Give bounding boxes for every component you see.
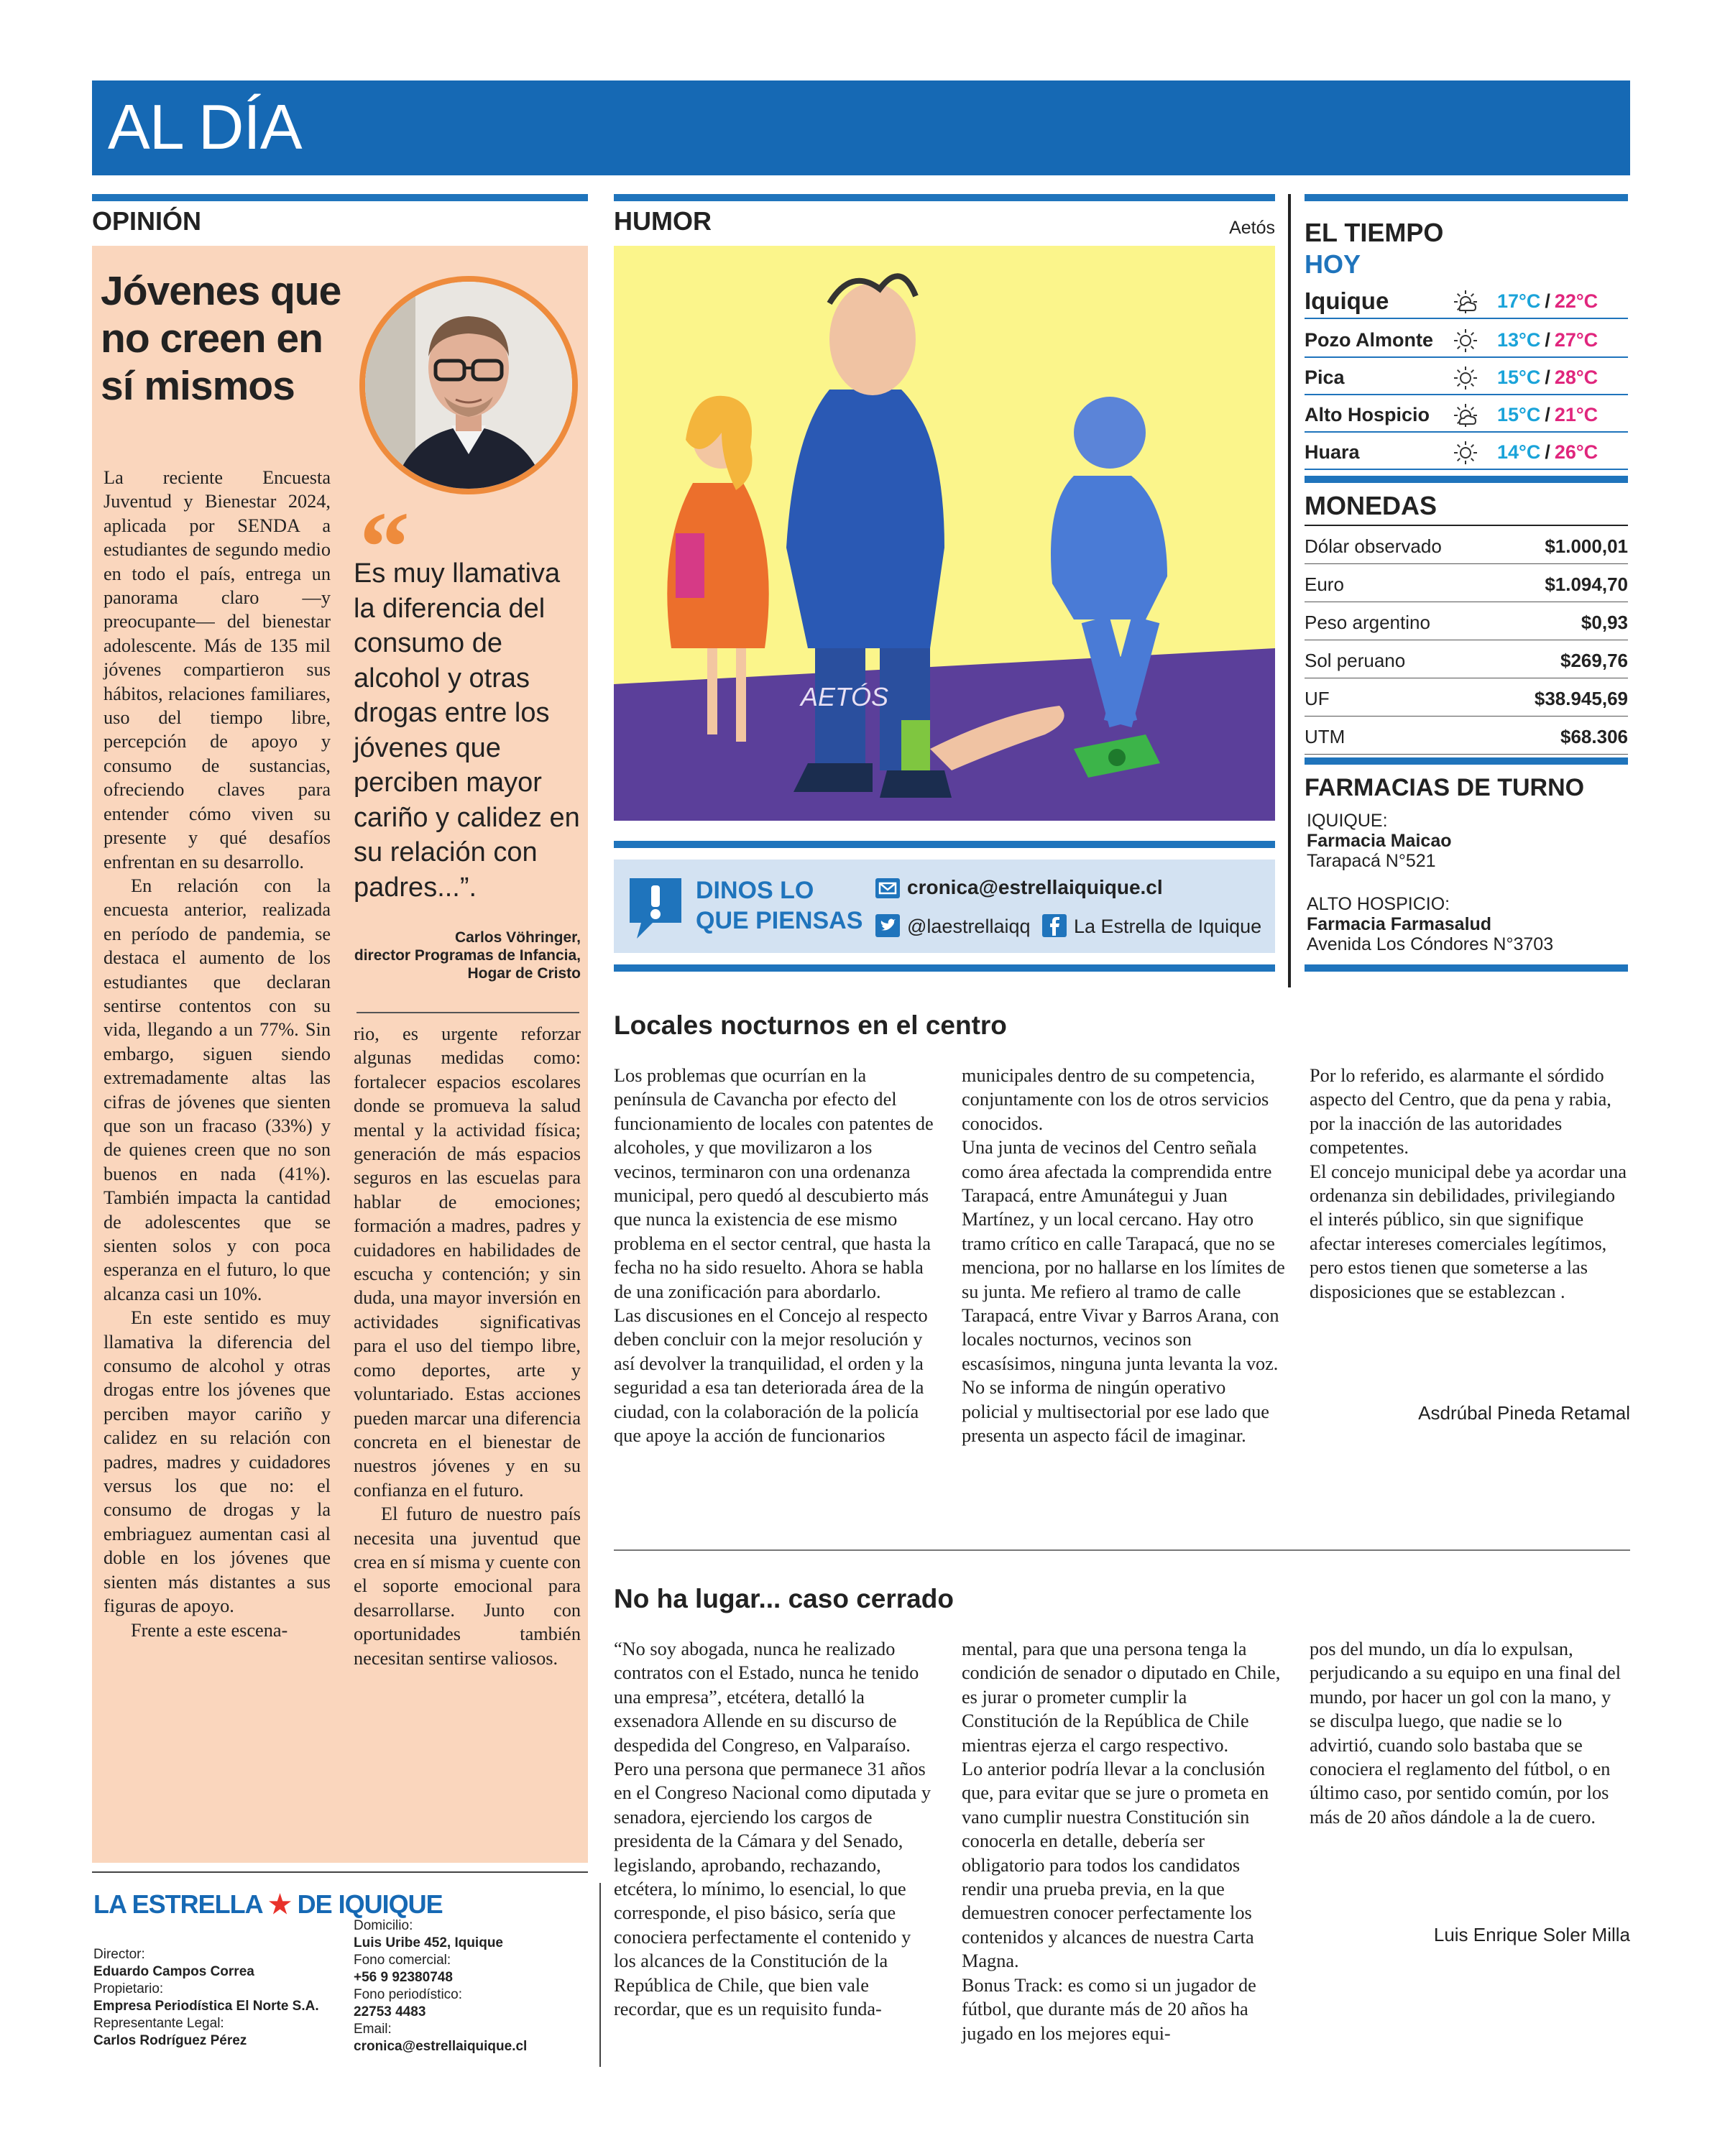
author-portrait xyxy=(359,276,578,494)
contact-rule-top xyxy=(614,841,1275,848)
pharmacy-name: Farmacia Maicao xyxy=(1307,831,1452,851)
sun-icon xyxy=(1451,438,1480,467)
contact-facebook[interactable]: La Estrella de Iquique xyxy=(1074,916,1262,937)
weather-temps xyxy=(1497,289,1598,313)
quote-divider xyxy=(356,1012,579,1013)
article-col-2: mental, para que una persona tenga la condición de senador o diputado en Chile, es jurar o prometer cumplir la Constitución de la República de Chile mientras ejerza el cargo respectivo. Lo anterior podría llevar a la conclusión que, para evitar que se jure o prometa en vano cumplir nuestra Constitución sin conocerla en detalle, debería ser obligatorio para todos los candidatos rendir una prueba previa, en la que demuestren conocer perfectamente los contenidos y alcances de nuestra Carta Magna. Bonus Track: es como si un jugador de fútbol, que durante más de 20 años ha jugado en los mejores equi- xyxy=(962,1639,1281,2044)
weather-subtitle: HOY xyxy=(1305,249,1361,279)
publication-logo xyxy=(93,1889,443,1920)
column-divider xyxy=(1288,194,1291,987)
quote-author xyxy=(308,929,581,982)
email-icon xyxy=(875,878,900,898)
temp-separator: / xyxy=(1545,329,1550,351)
temp-min: 15°C xyxy=(1497,404,1541,425)
currency-row xyxy=(1305,564,1628,602)
quote-author-name: Carlos Vöhringer, xyxy=(454,929,581,946)
opinion-label: OPINIÓN xyxy=(92,206,202,236)
opinion-col-1 xyxy=(104,466,331,1642)
opinion-box xyxy=(92,246,588,1863)
pull-quote: Es muy llamativa la diferencia del consumo de alcohol y otras drogas entre los jóvenes que perciben mayor cariño y calidez en su relación con padres...”. xyxy=(354,558,580,903)
section-banner xyxy=(92,80,1630,175)
opinion-paragraph: En relación con la encuesta anterior, realizada en período de pandemia, se destaca el aumento de los estudiantes que declaran sentirse contentos con su vida, llegando a un 77%. Sin embargo, siguen siendo extremadamente altas las cifras de jóvenes que sienten que son un fracaso (33%) y de quienes creen que no son buenos en nada (41%). También impacta la cantidad de adolescentes que se sienten solos y con poca esperanza en el futuro, lo que alcanza casi un 10%. xyxy=(104,875,331,1304)
masthead-staff xyxy=(93,1946,331,2050)
weather-rule xyxy=(1305,194,1628,201)
currency-value: $1.094,70 xyxy=(1545,573,1628,595)
twitter-icon xyxy=(875,914,900,937)
cartoon-credit: Aetós xyxy=(1229,218,1275,238)
article-col-3: pos del mundo, un día lo expulsan, perjudicando a su equipo en una final del mundo, por hacer un gol con la mano, y se disculpa luego, que nadie se lo advirtió, cuando solo bastaba que se conociera el reglamento del fútbol, o en último caso, por sentido común, por los más de 20 años dándole a la de cuero. xyxy=(1310,1639,1622,1828)
currency-value: $0,93 xyxy=(1581,612,1628,633)
currency-value: $68.306 xyxy=(1560,726,1628,747)
weather-city: Pozo Almonte xyxy=(1305,329,1433,351)
article-divider xyxy=(614,1549,1630,1551)
partly-cloudy-icon xyxy=(1451,401,1480,430)
weather-city: Alto Hospicio xyxy=(1305,404,1430,425)
currency-name: Euro xyxy=(1305,573,1344,595)
weather-city: Iquique xyxy=(1305,287,1389,314)
article-col-1: Los problemas que ocurrían en la península de Cavancha por efecto del funcionamiento de locales con patentes de alcoholes, y que movilizaron a los vecinos, terminaron con una ordenanza municipal, pero quedó al descubierto más que nunca la existencia de ese mismo problema en el sector central, que hasta la fecha no ha sido resuelto. Ahora se habla de una zonificación para abordarlo. Las discusiones en el Concejo al respecto deben concluir con la mejor resolución y así devolver la tranquilidad, el orden y la seguridad a esa tan deteriorada área de la ciudad, con la colaboración de la policía que apoye la acción de funcionarios xyxy=(614,1065,934,1447)
legal-label: Representante Legal: xyxy=(93,2016,224,2031)
facebook-icon xyxy=(1042,914,1067,937)
weather-temps xyxy=(1497,440,1598,464)
currency-value: $269,76 xyxy=(1560,650,1628,671)
humor-label: HUMOR xyxy=(614,206,712,236)
footer-divider xyxy=(599,1883,601,2067)
address: Luis Uribe 452, Iquique xyxy=(354,1935,503,1950)
opinion-headline: Jóvenes que no creen en sí mismos xyxy=(101,268,341,409)
temp-separator: / xyxy=(1545,441,1550,463)
star-icon: ★ xyxy=(268,1889,291,1919)
temp-separator: / xyxy=(1545,290,1550,312)
sun-icon xyxy=(1451,326,1480,355)
temp-separator: / xyxy=(1545,367,1550,388)
pharmacy-name: Farmacia Farmasalud xyxy=(1307,914,1492,934)
temp-max: 26°C xyxy=(1554,441,1598,463)
masthead-email[interactable]: cronica@estrellaiquique.cl xyxy=(354,2039,528,2054)
humor-rule xyxy=(614,194,1275,201)
exclamation-bubble-icon xyxy=(624,872,687,941)
masthead-rule xyxy=(92,1871,588,1873)
pharmacy-address: Avenida Los Cóndores N°3703 xyxy=(1307,934,1554,954)
currency-row xyxy=(1305,640,1628,678)
director: Eduardo Campos Correa xyxy=(93,1964,254,1979)
article-col-3: Por lo referido, es alarmante el sórdido aspecto del Centro, que da pena y rabia, por la inacción de las autoridades competentes. El concejo municipal debe ya acordar una ordenanza sin debilidades, privilegiando el interés público, sin que signifique afectar intereses comerciales legítimos, pero estos tienen que someterse a las disposiciones que se establezcan . xyxy=(1310,1065,1627,1302)
pharmacy-rule xyxy=(1305,757,1628,765)
press-label: Fono periodístico: xyxy=(354,1987,463,2002)
weather-row xyxy=(1305,397,1628,433)
opinion-paragraph: rio, es urgente reforzar algunas medidas como: fortalecer espacios escolares donde se promueva la salud mental y la actividad física; generación de más espacios seguros en las escuelas para hablar de emociones; formación a madres, padres y cuidadores en habilidades de escucha y contención; y sin duda, una mayor inversión en actividades significativas para el uso del tiempo libre, como deportes, arte y voluntariado. Estas acciones pueden marcar una diferencia concreta en el bienestar de nuestros jóvenes y en su confianza en el futuro. xyxy=(354,1023,581,1501)
currency-row xyxy=(1305,717,1628,755)
weather-row xyxy=(1305,283,1628,319)
temp-max: 22°C xyxy=(1554,290,1598,312)
contact-rule-bottom xyxy=(614,964,1275,972)
article-title: Locales nocturnos en el centro xyxy=(614,1010,1007,1040)
temp-max: 21°C xyxy=(1554,404,1598,425)
temp-max: 28°C xyxy=(1554,367,1598,388)
currency-row xyxy=(1305,526,1628,564)
pharmacy-title: FARMACIAS DE TURNO xyxy=(1305,774,1585,801)
temp-separator: / xyxy=(1545,404,1550,425)
currency-name: Sol peruano xyxy=(1305,650,1406,671)
pharmacy-city: ALTO HOSPICIO: xyxy=(1307,894,1450,914)
contact-email[interactable]: cronica@estrellaiquique.cl xyxy=(907,876,1163,898)
pharmacy-address: Tarapacá N°521 xyxy=(1307,851,1436,871)
currency-rule xyxy=(1305,476,1628,483)
currency-name: UF xyxy=(1305,688,1330,709)
currency-row xyxy=(1305,602,1628,640)
masthead-contact xyxy=(354,1917,584,2055)
weather-city: Huara xyxy=(1305,441,1360,463)
sun-icon xyxy=(1451,364,1480,392)
weather-row xyxy=(1305,359,1628,395)
article-col-2: municipales dentro de su competencia, conjuntamente con los de otros servicios conocidos. Una junta de vecinos del Centro señala como área afectada la comprendida entre Tarapacá, entre Amunátegui y Juan Martínez, y un local cercano. Hay otro tramo crítico en calle Tarapacá, que no se menciona, por no hallarse en los límites de su junta. Me refiero al tramo de calle Tarapacá, entre Vivar y Barros Arana, con locales nocturnos, vecinos son escasísimos, ninguna junta levanta la voz. No se informa de ningún operativo policial y multisectorial por ese lado que presenta un aspecto fácil de imaginar. xyxy=(962,1065,1285,1447)
commercial-phone: +56 9 92380748 xyxy=(354,1970,453,1985)
article-author: Luis Enrique Soler Milla xyxy=(1433,1924,1630,1945)
cartoon-signature: AETÓS xyxy=(801,682,889,711)
director-label: Director: xyxy=(93,1947,145,1962)
partly-cloudy-icon xyxy=(1451,287,1480,316)
temp-min: 14°C xyxy=(1497,441,1541,463)
weather-title: EL TIEMPO xyxy=(1305,218,1444,247)
section-title: AL DÍA xyxy=(108,91,302,162)
quote-author-role: director Programas de Infancia, Hogar de Cristo xyxy=(354,947,581,982)
humor-cartoon xyxy=(614,246,1275,821)
owner-label: Propietario: xyxy=(93,1981,164,1996)
logo-right: DE IQUIQUE xyxy=(297,1889,443,1919)
article-title: No ha lugar... caso cerrado xyxy=(614,1584,954,1613)
currency-value: $38.945,69 xyxy=(1534,688,1628,709)
opinion-col-2 xyxy=(354,1022,581,1670)
weather-city: Pica xyxy=(1305,367,1345,388)
currency-name: Peso argentino xyxy=(1305,612,1430,633)
opinion-paragraph: La reciente Encuesta Juventud y Bienestar 2024, aplicada por SENDA a estudiantes de segundo medio en todo el país, entrega un panorama claro —y preocupante— del bienestar adolescente. Más de 135 mil jóvenes compartieron sus hábitos, relaciones familiares, uso del tiempo libre, percepción de apoyo y consumo de sustancias, ofreciendo claves para entender cómo viven su presente y qué desafíos enfrentan en su desarrollo. xyxy=(104,467,331,872)
opinion-rule xyxy=(92,194,588,201)
pharmacy-entry xyxy=(1307,894,1623,954)
currency-row xyxy=(1305,678,1628,717)
press-phone: 22753 4483 xyxy=(354,2004,426,2019)
quote-mark-icon: “ xyxy=(359,492,410,603)
contact-title-line1: DINOS LO xyxy=(696,877,814,904)
currency-name: Dólar observado xyxy=(1305,535,1442,557)
opinion-paragraph: El futuro de nuestro país necesita una juventud que crea en sí misma y cuente con el soporte emocional para desarrollarse. Junto con oportunidades también necesitan sentirse valiosos. xyxy=(354,1503,581,1669)
logo-left: LA ESTRELLA xyxy=(93,1889,262,1919)
article-col-1: “No soy abogada, nunca he realizado contratos con el Estado, nunca he tenido una empresa”, etcétera, detalló la exsenadora Allende en su discurso de despedida del Congreso, en Valparaíso. Pero una persona que permanece 31 años en el Congreso Nacional como diputada y senadora, ejerciendo los cargos de presidenta de la Cámara y del Senado, legislando, aprobando, rechazando, etcétera, lo mínimo, lo esencial, lo que corresponde, el piso básico, sería que conociera perfectamente el contenido y los alcances de la Constitución de la República de Chile, que bien vale recordar, que es un requisito funda- xyxy=(614,1639,932,2020)
contact-title xyxy=(696,875,862,936)
weather-row xyxy=(1305,434,1628,470)
weather-temps xyxy=(1497,365,1598,390)
weather-temps xyxy=(1497,328,1598,352)
owner: Empresa Periodística El Norte S.A. xyxy=(93,1999,319,2014)
pharmacy-rule-bottom xyxy=(1305,964,1628,972)
temp-min: 17°C xyxy=(1497,290,1541,312)
address-label: Domicilio: xyxy=(354,1918,413,1933)
currency-value: $1.000,01 xyxy=(1545,535,1628,557)
contact-twitter[interactable]: @laestrellaiqq xyxy=(907,916,1031,937)
temp-min: 13°C xyxy=(1497,329,1541,351)
currency-name: UTM xyxy=(1305,726,1346,747)
contact-box xyxy=(614,860,1275,953)
currency-title: MONEDAS xyxy=(1305,491,1438,520)
legal-rep: Carlos Rodríguez Pérez xyxy=(93,2033,247,2048)
temp-max: 27°C xyxy=(1554,329,1598,351)
commercial-label: Fono comercial: xyxy=(354,1953,451,1968)
pharmacy-entry xyxy=(1307,811,1623,871)
pharmacy-city: IQUIQUE: xyxy=(1307,811,1388,831)
masthead-email-label: Email: xyxy=(354,2022,392,2037)
weather-temps xyxy=(1497,402,1598,427)
opinion-paragraph: Frente a este escena- xyxy=(131,1619,288,1641)
temp-min: 15°C xyxy=(1497,367,1541,388)
opinion-paragraph: En este sentido es muy llamativa la diferencia del consumo de alcohol y otras drogas entre los jóvenes que perciben mayor cariño y calidez en su relación con padres, madres y cuidadores versus los que no: el consumo de drogas y la embriaguez aumentan casi al doble en los jóvenes que sienten más distantes a sus figuras de apoyo. xyxy=(104,1307,331,1617)
weather-row xyxy=(1305,322,1628,358)
article-author: Asdrúbal Pineda Retamal xyxy=(1418,1402,1630,1424)
pharmacy-list xyxy=(1307,811,1623,954)
contact-title-line2: QUE PIENSAS xyxy=(696,907,863,934)
